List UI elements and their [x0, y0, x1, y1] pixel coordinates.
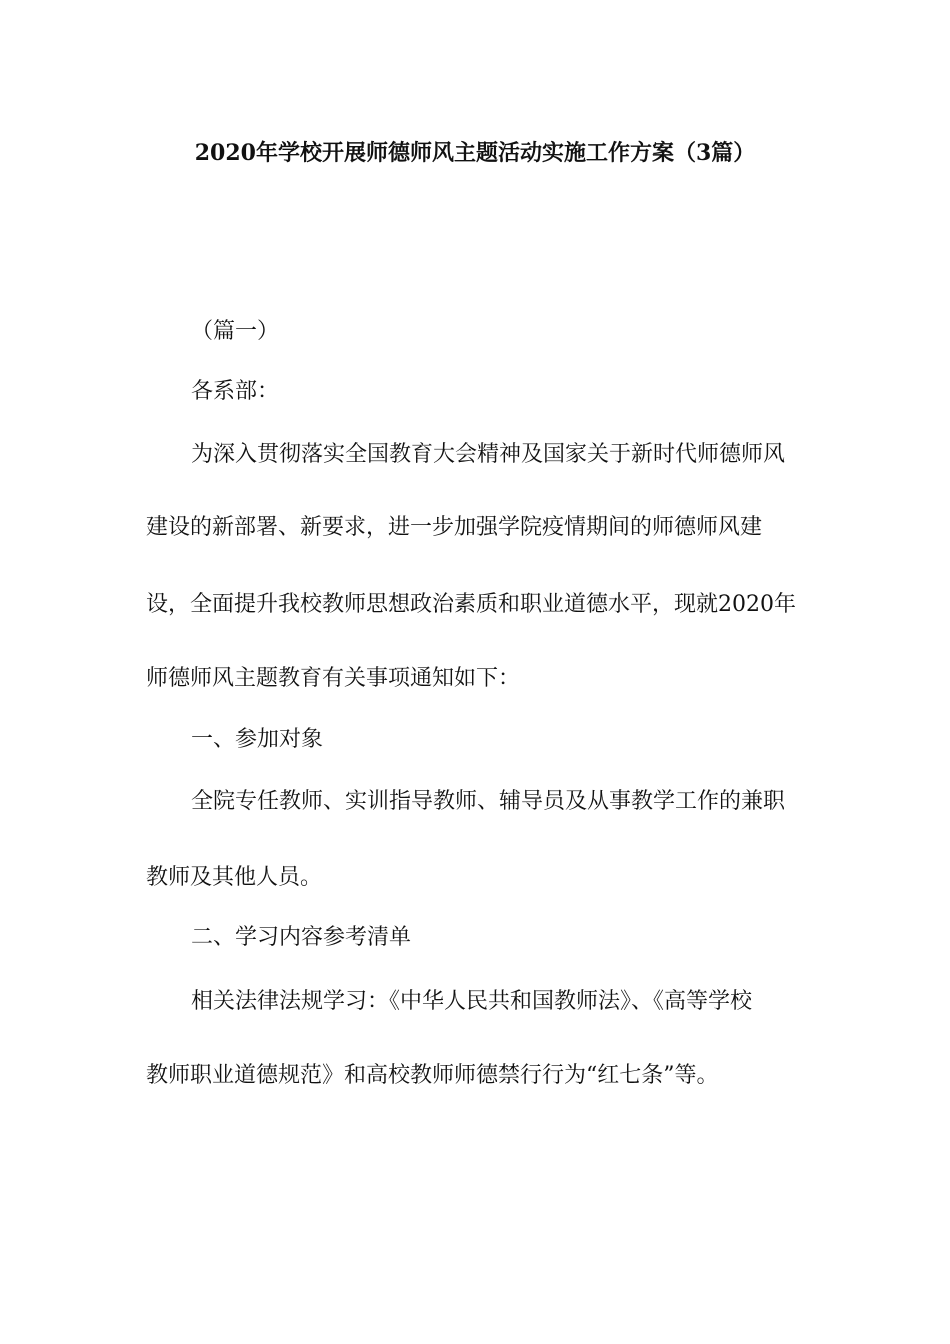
paragraph-line: 相关法律法规学习：《中华人民共和国教师法》、《高等学校 — [191, 989, 753, 1014]
salutation: 各系部： — [191, 379, 280, 404]
paragraph-line: 设，全面提升我校教师思想政治素质和职业道德水平，现就2020年 — [146, 592, 796, 617]
section-heading: 一、参加对象 — [191, 727, 324, 752]
paragraph-line: 为深入贯彻落实全国教育大会精神及国家关于新时代师德师风 — [191, 442, 786, 467]
document-title: 2020年学校开展师德师风主题活动实施工作方案（3篇） — [194, 140, 756, 166]
paragraph-line: 教师职业道德规范》和高校教师师德禁行行为“红七条”等。 — [146, 1063, 719, 1088]
section-label: （篇一） — [191, 319, 280, 344]
paragraph-line: 师德师风主题教育有关事项通知如下： — [146, 666, 521, 691]
paragraph-line: 建设的新部署、新要求，进一步加强学院疫情期间的师德师风建 — [146, 515, 763, 540]
paragraph-line: 全院专任教师、实训指导教师、辅导员及从事教学工作的兼职 — [191, 789, 786, 814]
paragraph-line: 教师及其他人员。 — [146, 865, 323, 890]
section-heading: 二、学习内容参考清单 — [191, 925, 412, 950]
